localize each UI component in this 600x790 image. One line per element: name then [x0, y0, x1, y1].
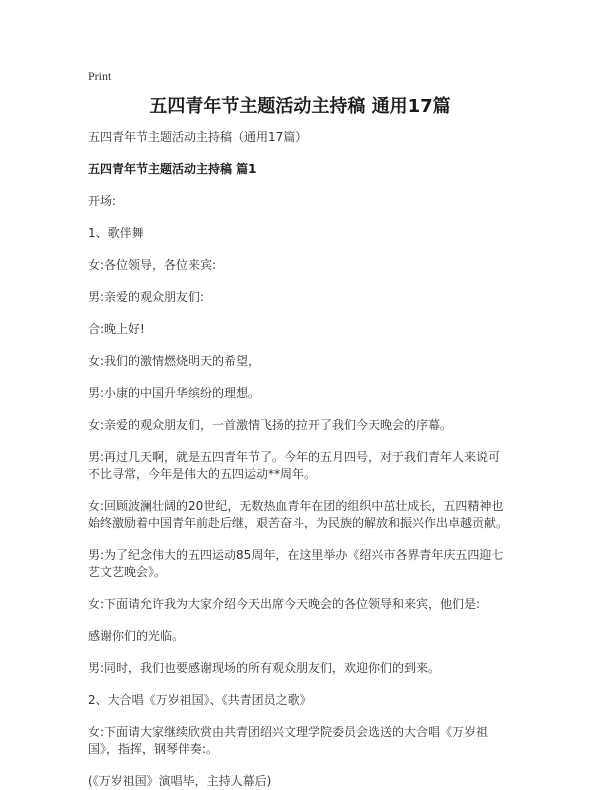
- paragraph: 男:为了纪念伟大的五四运动85周年，在这里举办《绍兴市各界青年庆五四迎七艺文艺晚会》。: [88, 548, 504, 579]
- intro-subtitle: 五四青年节主题活动主持稿（通用17篇）: [88, 130, 308, 144]
- paragraph: 男:小康的中国升华缤纷的理想。: [88, 386, 261, 400]
- paragraph: 女:我们的激情燃烧明天的希望，: [88, 354, 261, 368]
- paragraph: 男:再过几天啊，就是五四青年节了。今年的五月四号，对于我们青年人来说可不比寻常，今年是伟大的五四运动**周年。: [88, 450, 501, 481]
- page-title: 五四青年节主题活动主持稿 通用17篇: [149, 96, 451, 117]
- print-link[interactable]: Print: [88, 69, 112, 83]
- paragraph: 1、歌伴舞: [88, 226, 144, 240]
- paragraph: 男:同时，我们也要感谢现场的所有观众朋友们，欢迎你们的到来。: [88, 661, 441, 675]
- paragraph: 女:下面请允许我为大家介绍今天出席今天晚会的各位领导和来宾，他们是:: [88, 597, 481, 611]
- paragraph: 女:回顾波澜壮阔的20世纪，无数热血青年在团的组织中茁壮成长，五四精神也始终激励着中国青年前赴后继，艰苦奋斗，为民族的解放和振兴作出卓越贡献。: [88, 499, 509, 530]
- paragraph: 合:晚上好!: [88, 322, 145, 336]
- paragraph: 感谢你们的光临。: [88, 629, 185, 643]
- paragraph: 女:下面请大家继续欣赏由共青团绍兴文理学院委员会选送的大合唱《万岁祖国》，指挥，钢琴伴奏:。: [88, 725, 489, 756]
- paragraph: 2、大合唱《万岁祖国》、《共青团员之歌》: [88, 693, 312, 707]
- paragraph: 男:亲爱的观众朋友们:: [88, 290, 205, 304]
- paragraph: 女:亲爱的观众朋友们，一首激情飞扬的拉开了我们今天晚会的序幕。: [88, 418, 453, 432]
- section-heading: 五四青年节主题活动主持稿 篇1: [88, 162, 257, 176]
- paragraph: 开场:: [88, 194, 117, 208]
- paragraph: 女:各位领导，各位来宾:: [88, 258, 217, 272]
- paragraph: (《万岁祖国》演唱毕，主持人幕后): [88, 774, 272, 788]
